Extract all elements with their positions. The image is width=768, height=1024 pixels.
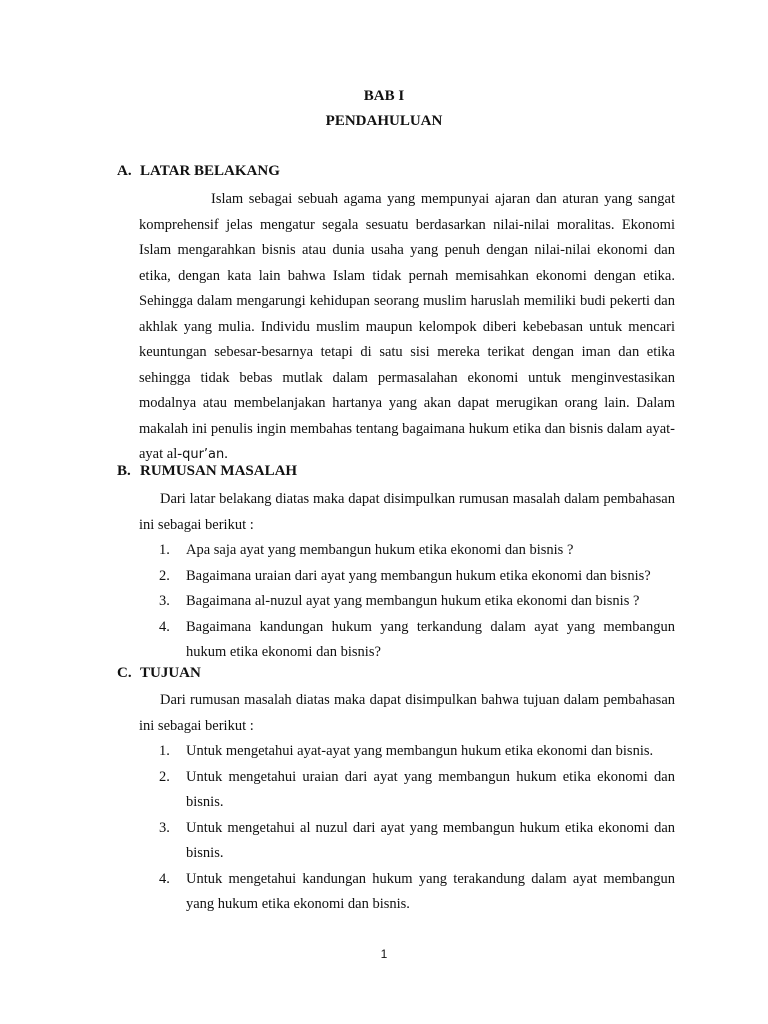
- list-item-number: 3.: [159, 593, 170, 609]
- list-item-number: 2.: [159, 567, 170, 584]
- list-item-text: Bagaimana kandungan hukum yang terkandung dalam ayat yang membangun hukum etika ekonomi dan bisnis?: [186, 618, 675, 660]
- section-a-heading: [117, 163, 280, 180]
- list-item-text: Untuk mengetahui kandungan hukum yang terakandung dalam ayat membangun yang hukum etika ekonomi dan bisnis.: [186, 870, 675, 912]
- section-c-heading: [117, 665, 201, 682]
- section-a-title: LATAR BELAKANG: [140, 163, 280, 179]
- list-item-text: Untuk mengetahui uraian dari ayat yang membangun hukum etika ekonomi dan bisnis.: [186, 768, 675, 810]
- section-c-list: [139, 739, 675, 918]
- section-a-paragraph-text: Islam sebagai sebuah agama yang mempunyai ajaran dan aturan yang sangat komprehensif jelas mengatur segala sesuatu berdasarkan nilai-nilai moralitas. Ekonomi Islam mengarahkan bisnis atau dunia usaha yang penuh dengan nilai-nilai ekonomi dan etika, dengan kata lain bahwa Islam tidak pernah memisahkan ekonomi dengan etika. Sehingga dalam mengarungi kehidupan seorang muslim haruslah memiliki budi pekerti dan akhlak yang mulia. Individu muslim maupun kelompok diberi kebebasan untuk mencari keuntungan sebesar-besarnya tetapi di satu sisi mereka terikat dengan iman dan etika sehingga tidak bebas mutlak dalam permasalahan ekonomi untuk menginvestasikan modalnya atau membelanjakan hartanya yang akan dapat merugikan orang lain. Dalam makalah ini penulis ingin membahas tentang bagaimana hukum etika dan bisnis dalam ayat-ayat al-: [139, 191, 675, 462]
- list-item-text: Untuk mengetahui al nuzul dari ayat yang membangun hukum etika ekonomi dan bisnis.: [186, 819, 675, 861]
- list-item-number: 2.: [159, 768, 170, 785]
- section-a-paragraph-end: .: [224, 446, 228, 462]
- list-item-number: 3.: [159, 819, 170, 836]
- section-b-list: [139, 538, 675, 666]
- section-c-letter: C.: [117, 665, 132, 681]
- list-item-text: Bagaimana uraian dari ayat yang membangun hukum etika ekonomi dan bisnis?: [186, 567, 651, 584]
- list-item-number: 1.: [159, 542, 170, 558]
- section-b-letter: B.: [117, 463, 131, 479]
- chapter-label: BAB I: [363, 88, 405, 104]
- list-item-number: 4.: [159, 618, 170, 635]
- list-item: [139, 538, 675, 564]
- section-a-letter: A.: [117, 163, 132, 179]
- list-item: [139, 564, 675, 590]
- section-c-intro: Dari rumusan masalah diatas maka dapat disimpulkan bahwa tujuan dalam pembahasan ini sebagai berikut :: [139, 692, 675, 734]
- section-c-title: TUJUAN: [140, 665, 201, 681]
- list-item: [139, 739, 675, 765]
- section-b-intro: Dari latar belakang diatas maka dapat disimpulkan rumusan masalah dalam pembahasan ini sebagai berikut :: [139, 491, 675, 533]
- list-item: [139, 765, 675, 816]
- page-number: 1: [380, 947, 388, 961]
- list-item-number: 4.: [159, 870, 170, 887]
- section-b-title: RUMUSAN MASALAH: [140, 463, 298, 479]
- list-item-text: Apa saja ayat yang membangun hukum etika ekonomi dan bisnis ?: [186, 542, 574, 558]
- section-a-paragraph: [139, 187, 675, 468]
- list-item-number: 1.: [159, 743, 170, 759]
- list-item: [139, 867, 675, 918]
- list-item: [139, 816, 675, 867]
- section-b-heading: [117, 463, 297, 480]
- list-item-text: Bagaimana al-nuzul ayat yang membangun hukum etika ekonomi dan bisnis ?: [186, 593, 640, 609]
- chapter-title: PENDAHULUAN: [325, 113, 443, 129]
- section-a-paragraph-term: qur’an: [182, 447, 225, 462]
- list-item-text: Untuk mengetahui ayat-ayat yang membangun hukum etika ekonomi dan bisnis.: [186, 743, 654, 759]
- list-item: [139, 589, 675, 615]
- list-item: [139, 615, 675, 666]
